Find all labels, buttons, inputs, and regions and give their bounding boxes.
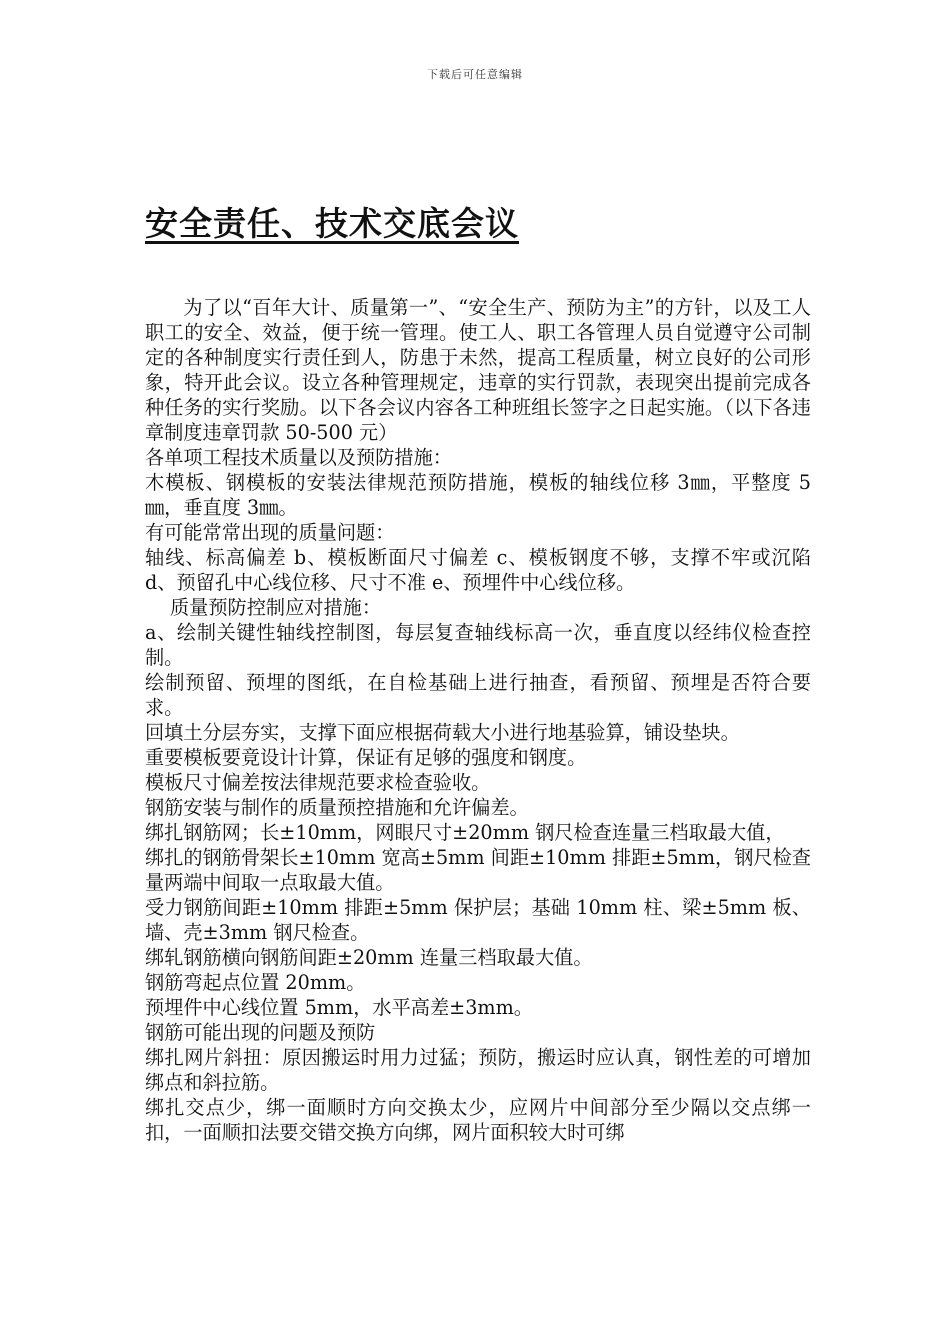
paragraph-rebar-bend: 钢筋弯起点位置 20mm。	[145, 971, 366, 994]
paragraph-rebar-mesh: 绑扎钢筋网；长±10mm，网眼尺寸±20mm 钢尺检查连量三档取最大值，	[145, 821, 785, 844]
paragraph-measure-backfill: 回填土分层夯实，支撑下面应根据荷载大小进行地基验算，铺设垫块。	[145, 721, 740, 744]
paragraph-embedded-parts: 预埋件中心线位置 5mm，水平高差±3mm。	[145, 996, 533, 1019]
header-note: 下载后可任意编辑	[427, 68, 523, 81]
document-title: 安全责任、技术交底会议	[145, 204, 519, 243]
paragraph-common-problems: 轴线、标高偏差 b、模板断面尺寸偏差 c、模板钢度不够，支撑不牢或沉陷 d、预留孔中心线位移、尺寸不准 e、预埋件中心线位移。	[145, 546, 811, 594]
section-heading-quality-measures: 各单项工程技术质量以及预防措施：	[145, 446, 452, 469]
paragraph-formwork-tolerances: 木模板、钢模板的安装法律规范预防措施，模板的轴线位移 3㎜，平整度 5㎜，垂直度 3㎜。	[145, 471, 811, 519]
section-heading-common-problems: 有可能常常出现的质量问题：	[145, 521, 395, 544]
paragraph-mesh-twist: 绑扎网片斜扭：原因搬运时用力过猛；预防，搬运时应认真，钢性差的可增加绑点和斜拉筋。	[145, 1046, 811, 1094]
paragraph-measure-drawings: 绘制预留、预埋的图纸，在自检基础上进行抽查，看预留、预埋是否符合要求。	[145, 671, 811, 719]
paragraph-measure-design: 重要模板要竟设计计算，保证有足够的强度和钢度。	[145, 746, 587, 769]
section-heading-rebar-problems: 钢筋可能出现的问题及预防	[145, 1021, 376, 1044]
paragraph-measure-inspection: 模板尺寸偏差按法律规范要求检查验收。	[145, 771, 491, 794]
document-body	[145, 295, 811, 1145]
section-heading-rebar: 钢筋安装与制作的质量预控措施和允许偏差。	[145, 796, 529, 819]
paragraph-few-ties: 绑扎交点少，绑一面顺时方向交换太少，应网片中间部分至少隔以交点绑一扣，一面顺扣法要交错交换方向绑，网片面积较大时可绑	[145, 1096, 811, 1144]
intro-paragraph: 为了以“百年大计、质量第一”、“安全生产、预防为主”的方针，以及工人职工的安全、效益，便于统一管理。使工人、职工各管理人员自觉遵守公司制定的各种制度实行责任到人，防患于未然，提高工程质量，树立良好的公司形象，特开此会议。设立各种管理规定，违章的实行罚款，表现突出提前完成各种任务的实行奖励。以下各会议内容各工种班组长签字之日起实施。（以下各违章制度违章罚款 50-500 元）	[145, 296, 811, 444]
paragraph-rebar-cage: 绑扎的钢筋骨架长±10mm 宽高±5mm 间距±10mm 排距±5mm，钢尺检查量两端中间取一点取最大值。	[145, 846, 811, 894]
paragraph-measure-a: a、绘制关键性轴线控制图，每层复查轴线标高一次，垂直度以经纬仪检查控制。	[145, 621, 811, 669]
section-heading-countermeasures: 质量预防控制应对措施：	[169, 596, 382, 619]
paragraph-rebar-transverse: 绑轧钢筋横向钢筋间距±20mm 连量三档取最大值。	[145, 946, 593, 969]
paragraph-rebar-spacing: 受力钢筋间距±10mm 排距±5mm 保护层；基础 10mm 柱、梁±5mm 板、墙、壳±3mm 钢尺检查。	[145, 896, 811, 944]
